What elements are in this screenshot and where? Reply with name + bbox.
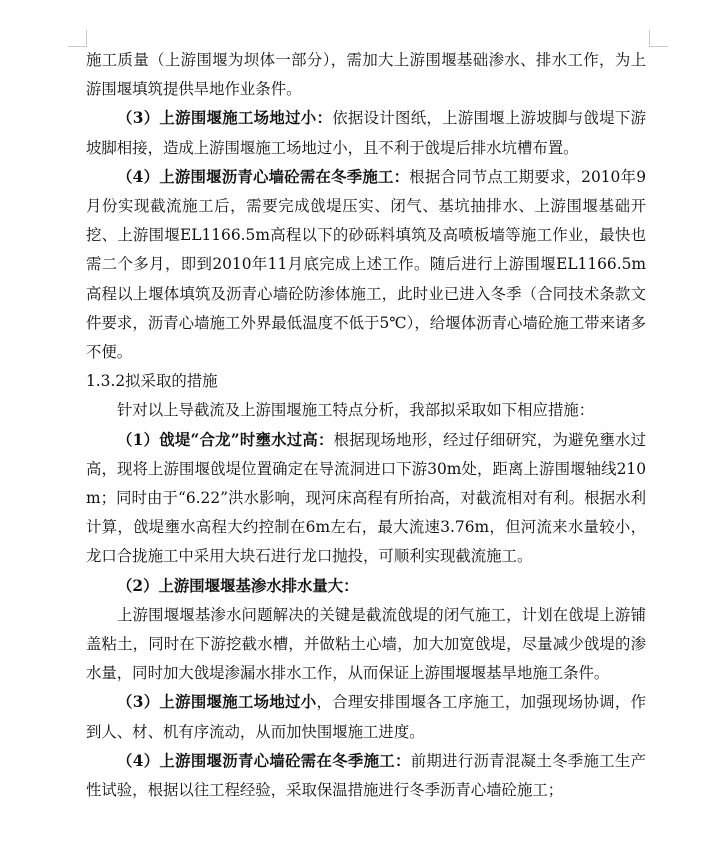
paragraph-measure-2-heading [86, 572, 646, 601]
paragraph-heading: （4）上游围堰沥青心墙砼需在冬季施工： [117, 167, 410, 186]
paragraph-issue-3 [86, 104, 646, 162]
paragraph-measure-1 [86, 426, 646, 572]
paragraph-text: 前期进行沥青混凝土冬季施工生产性试验，根据以往工程经验，采取保温措施进行冬季沥青心墙砼施工； [86, 751, 646, 800]
paragraph-measure-2-body [86, 601, 646, 689]
paragraph-text: 施工质量（上游围堰为坝体一部分），需加大上游围堰基础渗水、排水工作，为上游围堰填筑提供旱地作业条件。 [86, 51, 646, 99]
paragraph-heading: （3）上游围堰施工场地过小 [117, 693, 317, 712]
paragraph-text: 针对以上导截流及上游围堰施工特点分析，我部拟采取如下相应措施： [117, 401, 595, 420]
paragraph-issue-4 [86, 163, 646, 367]
paragraph-heading: （3）上游围堰施工场地过小： [117, 109, 333, 128]
paragraph-measure-4 [86, 747, 646, 805]
paragraph-heading: （4）上游围堰沥青心墙砼需在冬季施工： [117, 751, 411, 770]
section-heading [86, 367, 646, 396]
paragraph-text: 根据现场地形，经过仔细研究，为避免壅水过高，现将上游围堰戗堤位置确定在导流洞进口下游30m处，距离上游围堰轴线210m；同时由于“6.22”洪水影响，现河床高程有所抬高，对截流相对有利。根据水利计算，戗堤壅水高程大约控制在6m左右，最大流速3.76m，但河流来水量较小，龙口合拢施工中采用大块石进行龙口抛投，可顺利实现截流施工。 [86, 430, 646, 566]
paragraph-continued [86, 46, 646, 104]
paragraph-text: ，合理安排围堰各工序施工，加强现场协调，作到人、材、机有序流动，从而加快围堰施工进度。 [86, 693, 646, 741]
document-body [86, 46, 646, 805]
crop-mark-top-right [649, 30, 668, 47]
paragraph-text: 根据合同节点工期要求，2010年9月份实现截流施工后，需要完成戗堤压实、闭气、基坑抽排水、上游围堰基础开挖、上游围堰EL1166.5m高程以下的砂砾料填筑及高喷板墙等施工作业，最快也需二个多月，即到2010年11月底完成上述工作。随后进行上游围堰EL1166.5m高程以上堰体填筑及沥青心墙砼防渗体施工，此时业已进入冬季（合同技术条款文件要求，沥青心墙施工外界最低温度不低于5℃），给堰体沥青心墙砼施工带来诸多不便。 [86, 167, 646, 362]
paragraph-text: 依据设计图纸，上游围堰上游坡脚与戗堤下游坡脚相接，造成上游围堰施工场地过小，且不利于戗堤后排水坑槽布置。 [86, 109, 646, 157]
section-heading-text: 1.3.2拟采取的措施 [86, 372, 218, 391]
paragraph-intro [86, 396, 646, 425]
paragraph-measure-3 [86, 688, 646, 746]
paragraph-heading: （2）上游围堰堰基渗水排水量大： [117, 576, 359, 595]
paragraph-heading: （1）戗堤“合龙”时壅水过高： [117, 430, 334, 449]
paragraph-text: 上游围堰堰基渗水问题解决的关键是截流戗堤的闭气施工，计划在戗堤上游铺盖粘土，同时在下游挖截水槽，并做粘土心墙，加大加宽戗堤，尽量减少戗堤的渗水量，同时加大戗堤渗漏水排水工作，从而保证上游围堰堰基旱地施工条件。 [86, 605, 646, 683]
crop-mark-top-left [68, 30, 87, 47]
